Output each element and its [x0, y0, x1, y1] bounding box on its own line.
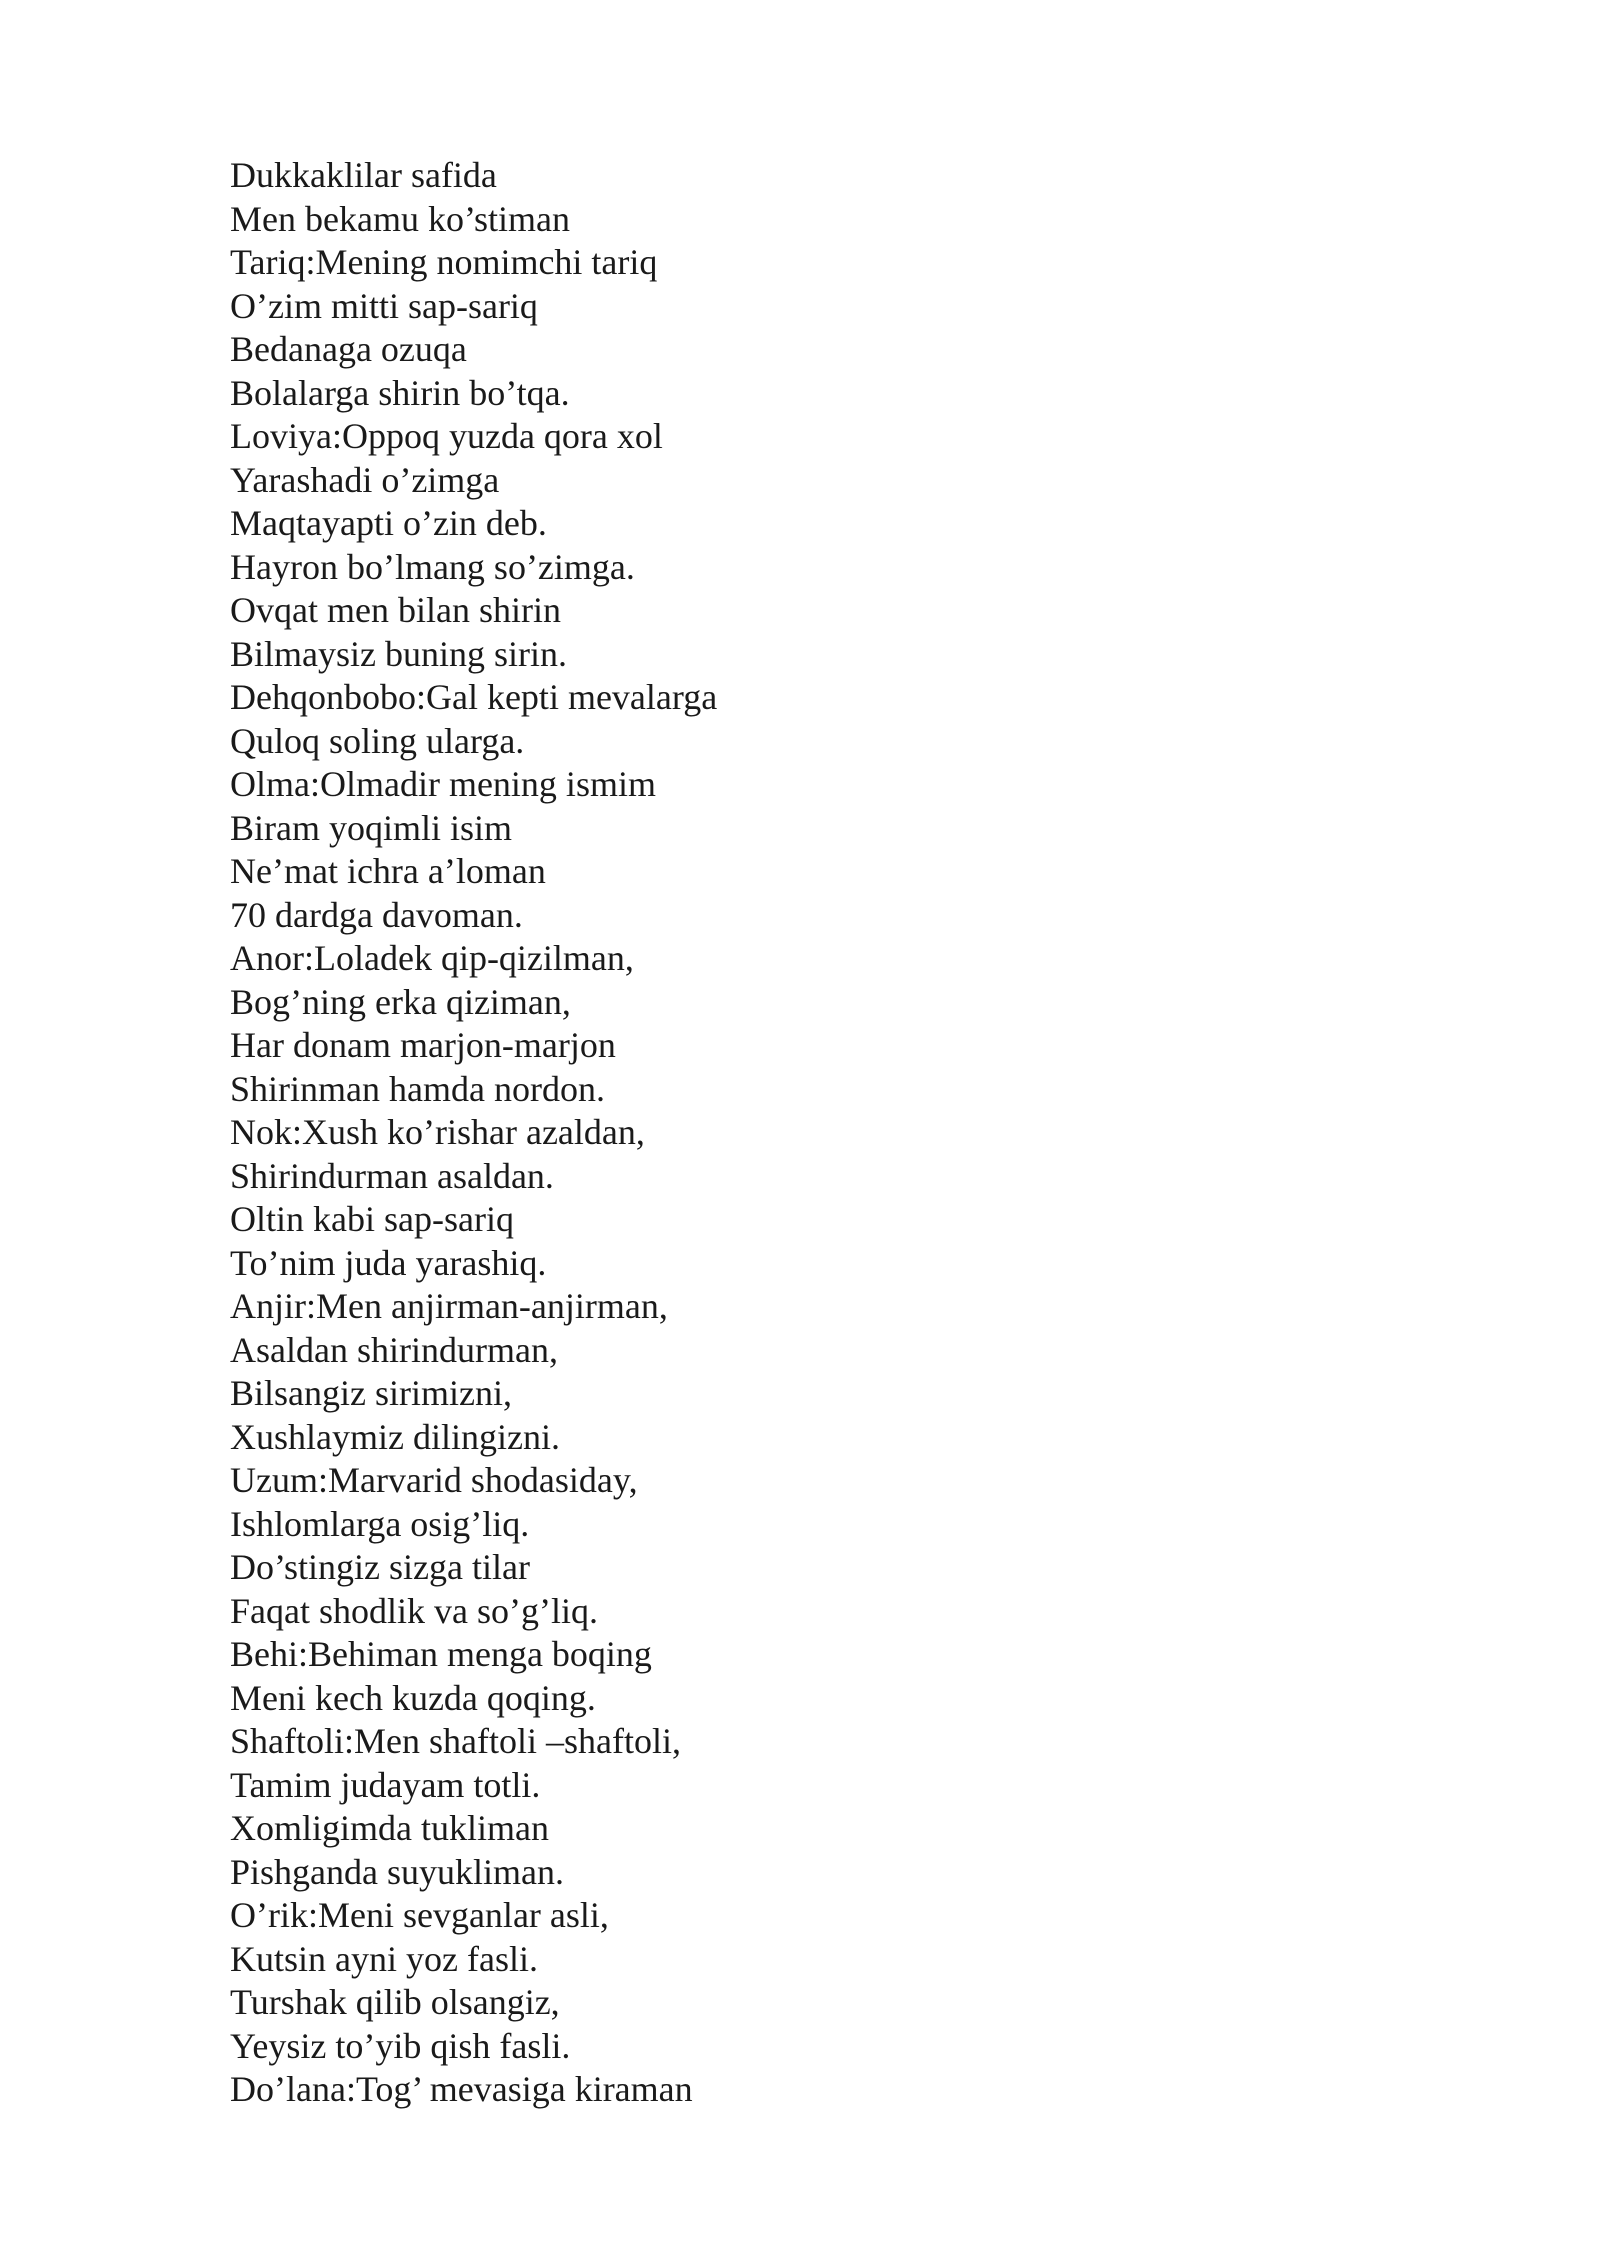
- poem-line: Dukkaklilar safida: [230, 155, 497, 195]
- poem-line: Do’lana:Tog’ mevasiga kiraman: [230, 2069, 693, 2109]
- poem-line: Olma:Olmadir mening ismim: [230, 764, 656, 804]
- poem-line: Asaldan shirindurman,: [230, 1329, 558, 1370]
- poem-line: Bedanaga ozuqa: [230, 329, 467, 369]
- poem-line: Quloq soling ularga.: [230, 720, 525, 761]
- poem-text: [230, 154, 717, 2112]
- poem-line: Do’stingiz sizga tilar: [230, 1547, 530, 1587]
- poem-line: Xushlaymiz dilingizni.: [230, 1416, 560, 1457]
- poem-line: Bolalarga shirin bo’tqa.: [230, 372, 570, 413]
- poem-line: Men bekamu ko’stiman: [230, 198, 570, 239]
- poem-line: Hayron bo’lmang so’zimga.: [230, 546, 635, 587]
- poem-line: Nok:Xush ko’rishar azaldan,: [230, 1112, 645, 1152]
- poem-line: Xomligimda tukliman: [230, 1808, 549, 1848]
- poem-line: Biram yoqimli isim: [230, 807, 513, 848]
- poem-line: Kutsin ayni yoz fasli.: [230, 1938, 538, 1979]
- poem-line: Behi:Behiman menga boqing: [230, 1634, 652, 1674]
- poem-line: Ne’mat ichra a’loman: [230, 851, 546, 891]
- poem-line: Oltin kabi sap-sariq: [230, 1199, 514, 1239]
- poem-line: Bilsangiz sirimizni,: [230, 1373, 512, 1413]
- poem-line: Anjir:Men anjirman-anjirman,: [230, 1286, 668, 1326]
- poem-line: Bog’ning erka qiziman,: [230, 981, 571, 1022]
- poem-line: Yeysiz to’yib qish fasli.: [230, 2025, 571, 2066]
- poem-line: To’nim juda yarashiq.: [230, 1242, 547, 1283]
- poem-line: Ishlomlarga osig’liq.: [230, 1503, 530, 1544]
- poem-line: Uzum:Marvarid shodasiday,: [230, 1460, 638, 1500]
- poem-line: Meni kech kuzda qoqing.: [230, 1677, 596, 1718]
- poem-line: Pishganda suyukliman.: [230, 1851, 564, 1892]
- poem-line: Anor:Loladek qip-qizilman,: [230, 938, 634, 978]
- poem-line: Dehqonbobo:Gal kepti mevalarga: [230, 677, 718, 717]
- poem-line: Yarashadi o’zimga: [230, 459, 500, 500]
- poem-line: Bilmaysiz buning sirin.: [230, 633, 567, 674]
- poem-line: Shirindurman asaldan.: [230, 1155, 554, 1196]
- poem-line: Loviya:Oppoq yuzda qora xol: [230, 416, 663, 456]
- poem-line: Tariq:Mening nomimchi tariq: [230, 242, 658, 282]
- poem-line: Faqat shodlik va so’g’liq.: [230, 1590, 598, 1631]
- poem-line: Tamim judayam totli.: [230, 1764, 541, 1805]
- poem-line: 70 dardga davoman.: [230, 894, 523, 935]
- poem-line: O’zim mitti sap-sariq: [230, 285, 538, 326]
- poem-line: Ovqat men bilan shirin: [230, 590, 561, 630]
- poem-line: Har donam marjon-marjon: [230, 1025, 616, 1065]
- poem-line: O’rik:Meni sevganlar asli,: [230, 1895, 609, 1935]
- poem-line: Turshak qilib olsangiz,: [230, 1982, 560, 2022]
- poem-line: Shaftoli:Men shaftoli –shaftoli,: [230, 1721, 681, 1761]
- poem-line: Maqtayapti o’zin deb.: [230, 503, 547, 543]
- poem-line: Shirinman hamda nordon.: [230, 1068, 605, 1109]
